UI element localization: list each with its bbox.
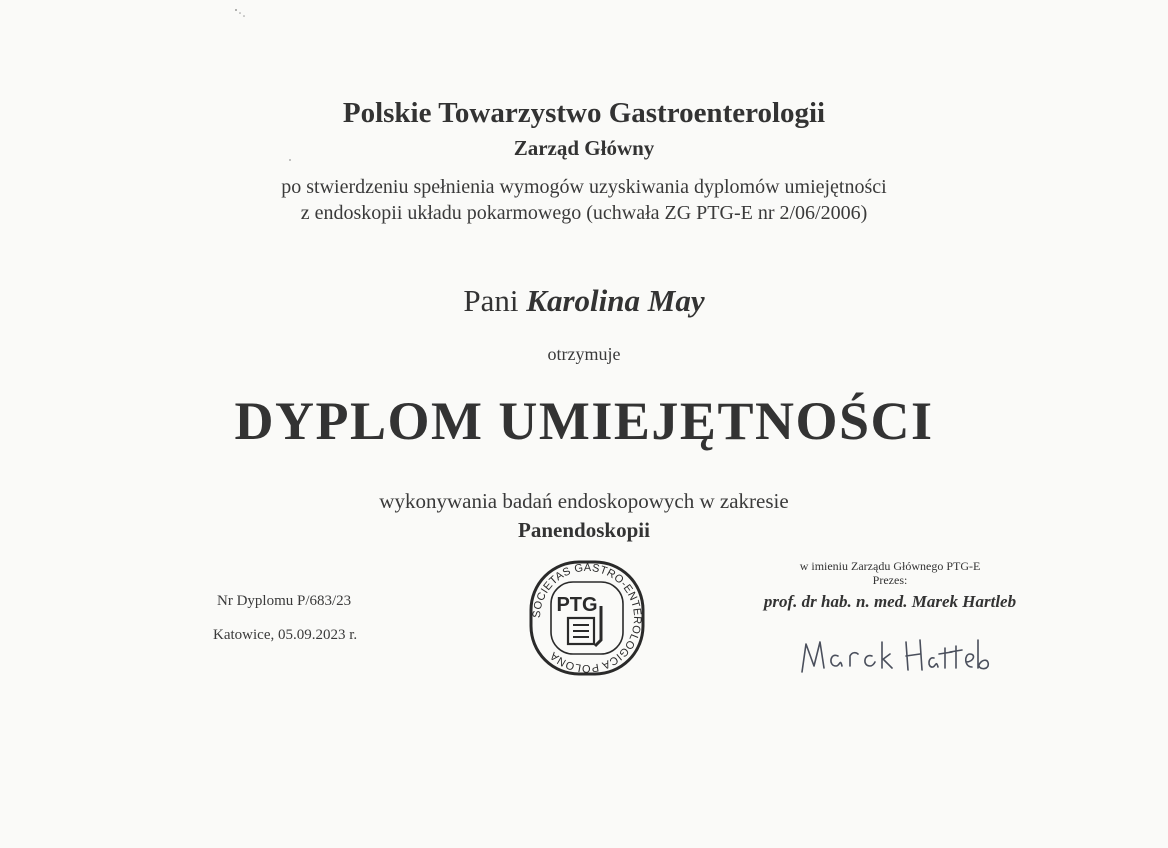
organization-name: Polskie Towarzystwo Gastroenterologii	[342, 97, 826, 129]
place-date: Katowice, 05.09.2023 r.	[213, 627, 358, 643]
recipient-name: Karolina May	[526, 283, 705, 318]
signatory-name: prof. dr hab. n. med. Marek Hartleb	[763, 592, 1017, 611]
role-text: Prezes:	[872, 573, 908, 587]
intro-line-1: po stwierdzeniu spełnienia wymogów uzyskiwania dyplomów umiejętności	[281, 176, 887, 198]
seal-ring-text: SOCIETAS GASTRO-ENTEROLOGICA POLONA	[530, 561, 644, 675]
board-name: Zarząd Główny	[513, 136, 655, 160]
scope-line: wykonywania badań endoskopowych w zakresie	[379, 489, 789, 513]
diploma-number: Nr Dyplomu P/683/23	[217, 593, 352, 609]
scope-field: Panendoskopii	[518, 518, 650, 542]
seal-center-text: PTG	[556, 594, 598, 616]
ptg-seal-stamp	[525, 556, 649, 680]
diploma-title: DYPLOM UMIEJĘTNOŚCI	[234, 391, 934, 451]
handwritten-signature	[798, 632, 994, 678]
on-behalf-text: w imieniu Zarządu Głównego PTG-E	[799, 559, 981, 573]
recipient-title: Pani	[463, 283, 519, 318]
receives-text: otrzymuje	[547, 344, 621, 364]
intro-line-2: z endoskopii układu pokarmowego (uchwała ZG PTG-E nr 2/06/2006)	[300, 202, 868, 224]
recipient-line	[0, 283, 1168, 319]
